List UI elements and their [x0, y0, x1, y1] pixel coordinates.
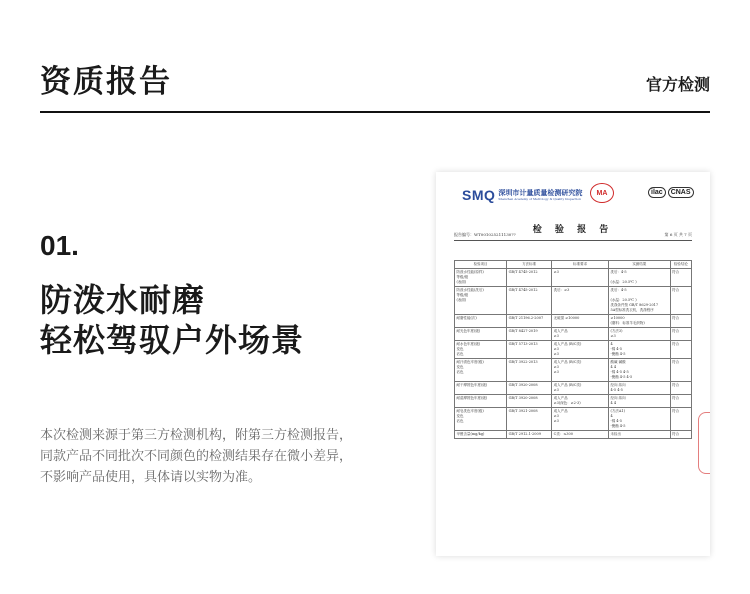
report-table-cell: GB/T 3921-2008 — [507, 408, 552, 431]
report-table-body — [455, 269, 692, 439]
institute-name-en: Shenzhen Academy of Metrology & Quality Inspection — [498, 197, 582, 201]
report-table-cell: 符合 — [670, 382, 691, 395]
disclaimer-note — [40, 425, 370, 488]
report-table-cell: 耐湿摩擦色牢度(级) — [455, 395, 507, 408]
report-table-row — [455, 287, 692, 315]
report-table-cell: 成人产品 (B/C类) ≥3 ≥3 — [552, 341, 609, 359]
disclaimer-line1: 本次检测来源于第三方检测机构，附第三方检测报告， — [40, 428, 353, 443]
report-table-row — [455, 269, 692, 287]
report-table-cell: 符合 — [670, 408, 691, 431]
report-column-header: 方法标准 — [507, 261, 552, 269]
report-table-cell: C类：≤300 — [552, 431, 609, 439]
report-table-cell: ≥3 — [552, 269, 609, 287]
report-table-row — [455, 382, 692, 395]
report-table-cell: 成人产品 (B/C类) ≥3 — [552, 382, 609, 395]
report-table-cell: 符合 — [670, 315, 691, 328]
report-table-cell: 未检出 — [609, 431, 671, 439]
report-page: 第 6 页 共 7 页 — [664, 232, 692, 237]
report-table-cell: 成人产品 ≥3 — [552, 328, 609, 341]
report-table-cell: GB/T 4745-2012 — [507, 287, 552, 315]
red-seal-stamp — [698, 412, 710, 474]
report-table-cell: 符合 — [670, 328, 691, 341]
report-table-cell: GB/T 2912.1-2009 — [507, 431, 552, 439]
report-table-cell: 洗后：≥3 — [552, 287, 609, 315]
report-table-cell: 经向 纬向 4-5 4-5 — [609, 382, 671, 395]
disclaimer-line2: 同款产品不同批次不同颜色的检测结果存在微小差异， — [40, 449, 353, 464]
official-test-tag: 官方检测 — [645, 75, 710, 94]
report-title: 检 验 报 告 — [532, 225, 614, 235]
header-divider — [40, 111, 710, 113]
report-table-row — [455, 395, 692, 408]
report-table-cell: 耐水色牢度(级) 变色 沾色 — [455, 341, 507, 359]
report-divider — [454, 240, 692, 241]
report-table-cell: GB/T 5713-2013 — [507, 341, 552, 359]
disclaimer-line3: 不影响产品使用，具体请以实物为准。 — [40, 470, 262, 485]
report-table-cell: 甲醛含量(mg/kg) — [455, 431, 507, 439]
report-table-cell: 成人产品 ≥3 ≥3 — [552, 408, 609, 431]
report-table-cell: 符合 — [670, 431, 691, 439]
report-table-cell: GB/T 4745-2012 — [507, 269, 552, 287]
report-letterhead — [462, 184, 582, 206]
smq-logo: SMQ — [462, 187, 496, 203]
report-table-cell: 4 -棉 4-5 -聚酯 4-5 — [609, 341, 671, 359]
report-table-cell: 符合 — [670, 395, 691, 408]
report-table-cell: ≥10000 (磨料：标准羊毛织物) — [609, 315, 671, 328]
report-table-row — [455, 431, 692, 439]
cnas-mark-icon: ilac CNAS — [648, 184, 700, 200]
report-table-cell: GB/T 3920-2008 — [507, 382, 552, 395]
page-title: 资质报告 — [40, 64, 172, 100]
report-table-cell: 防泼水性能(洗后) 等级/级 (表面) — [455, 287, 507, 315]
report-table-cell: GB/T 3920-2008 — [507, 395, 552, 408]
report-table-cell: (方法A1) 4 -棉 4-5 -聚酯 4-5 — [609, 408, 671, 431]
report-table-cell: GB/T 3922-2013 — [507, 359, 552, 382]
institute-name: 深圳市计量质量检测研究院 — [498, 188, 583, 197]
report-table-cell: GB/T 8427-2019 — [507, 328, 552, 341]
report-table-cell: 成人产品 ≥3(深色：≥2-3) — [552, 395, 609, 408]
report-table-cell: 耐皂洗色牢度(级) 变色 沾色 — [455, 408, 507, 431]
report-column-header: 检验项目 — [455, 261, 507, 269]
report-table-cell: 无破损 ≥10000 — [552, 315, 609, 328]
report-table-row — [455, 315, 692, 328]
test-report-document — [436, 172, 710, 556]
report-table-row — [455, 328, 692, 341]
report-table-row — [455, 341, 692, 359]
section-number: 01. — [40, 230, 79, 261]
report-table-cell: (方法3) ≥3 — [609, 328, 671, 341]
report-table-row — [455, 359, 692, 382]
report-meta — [454, 232, 692, 238]
section-heading — [40, 280, 304, 360]
report-table-cell: 洗后：4-5 (水温：20.5℃ ) — [609, 269, 671, 287]
section-heading-line1: 防泼水耐磨 — [40, 281, 206, 319]
report-column-header: 实测结果 — [609, 261, 671, 269]
report-column-header: 标准要求 — [552, 261, 609, 269]
report-table-row — [455, 408, 692, 431]
report-column-header: 检验结论 — [670, 261, 691, 269]
report-table-cell: 符合 — [670, 359, 691, 382]
section-heading-line2: 轻松驾驭户外场景 — [40, 321, 305, 359]
report-table-cell: 成人产品 (B/C类) ≥3 ≥3 — [552, 359, 609, 382]
report-table-cell: 酸碱 碱酸 4 4 -棉 4-5 4-5 -聚酯 4-5 4-5 — [609, 359, 671, 382]
report-table-cell: 符合 — [670, 287, 691, 315]
cma-mark-icon: MA — [590, 183, 614, 203]
report-table-cell: 耐汗渍色牢度(级) 变色 沾色 — [455, 359, 507, 382]
report-table-cell: 符合 — [670, 269, 691, 287]
report-table — [454, 260, 692, 439]
report-table-cell: 洗后：4-5 (水温：20.5℃ ) 洗涤条件按 GB/T 8629-2017 5A型标准洗衣机，洗涤程序 — [609, 287, 671, 315]
report-table-cell: 防泼水性能(原样) 等级/级 (表面) — [455, 269, 507, 287]
report-table-cell: GB/T 21196.2-2007 — [507, 315, 552, 328]
report-table-cell: 耐光色牢度(级) — [455, 328, 507, 341]
report-table-cell: 经向 纬向 4 4 — [609, 395, 671, 408]
report-table-cell: 符合 — [670, 341, 691, 359]
report-table-cell: 耐磨性能(次) — [455, 315, 507, 328]
report-table-header — [455, 261, 692, 269]
report-table-cell: 耐干摩擦色牢度(级) — [455, 382, 507, 395]
report-number: 报告编号：WT001025211130?? — [454, 232, 516, 237]
